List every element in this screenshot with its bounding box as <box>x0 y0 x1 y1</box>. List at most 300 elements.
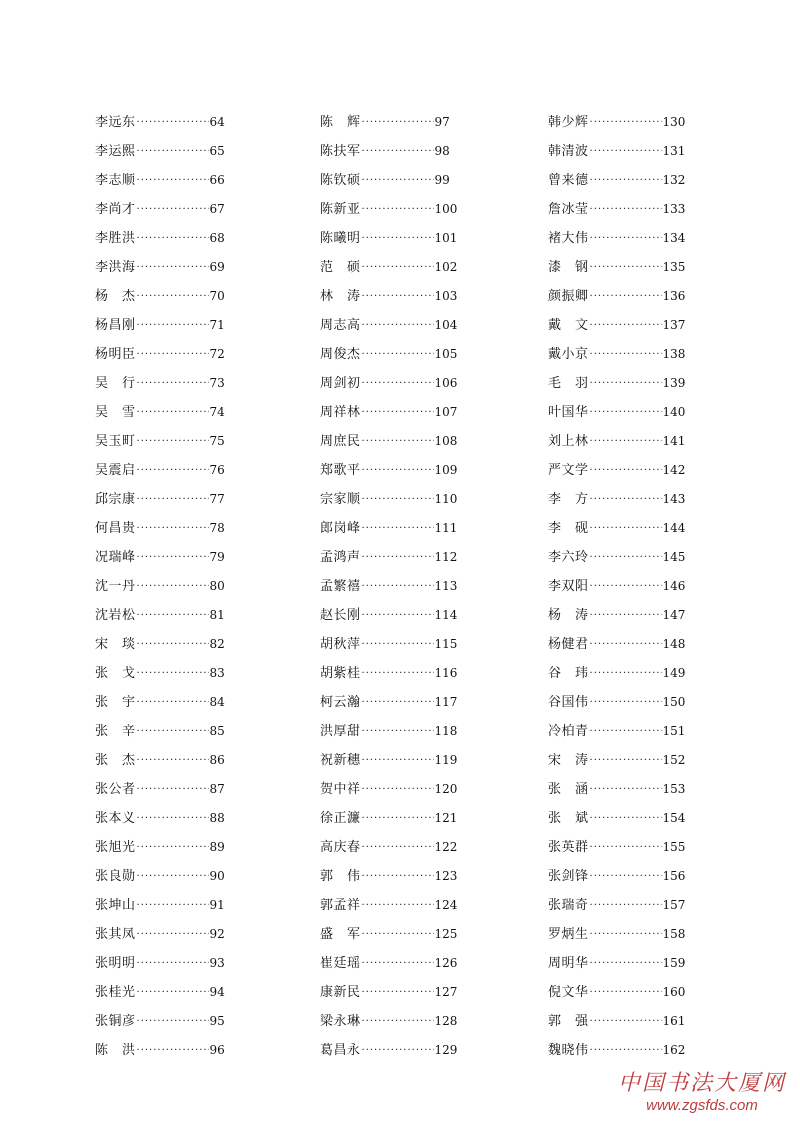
entry-page-number: 77 <box>209 492 225 506</box>
index-entry <box>95 427 255 456</box>
entry-page-number: 75 <box>209 434 225 448</box>
leader-dots <box>590 166 662 195</box>
index-entry <box>548 253 708 282</box>
leader-dots <box>590 949 662 978</box>
entry-name: 梁永琳 <box>320 1014 361 1029</box>
index-entry <box>320 862 480 891</box>
entry-page-number: 132 <box>662 173 686 187</box>
index-entry <box>320 630 480 659</box>
entry-page-number: 106 <box>434 376 458 390</box>
leader-dots <box>590 224 662 253</box>
index-entry <box>320 804 480 833</box>
entry-page-number: 121 <box>434 811 458 825</box>
leader-dots <box>362 949 434 978</box>
leader-dots <box>362 1036 434 1065</box>
entry-page-number: 90 <box>209 869 225 883</box>
entry-page-number: 80 <box>209 579 225 593</box>
entry-name: 戴 文 <box>548 318 589 333</box>
index-entry <box>548 398 708 427</box>
entry-page-number: 103 <box>434 289 458 303</box>
entry-name: 毛 羽 <box>548 376 589 391</box>
index-entry <box>548 717 708 746</box>
index-entry <box>548 195 708 224</box>
entry-name: 吴震启 <box>95 463 136 478</box>
leader-dots <box>362 978 434 1007</box>
leader-dots <box>137 833 209 862</box>
entry-name: 胡紫桂 <box>320 666 361 681</box>
entry-name: 况瑞峰 <box>95 550 136 565</box>
leader-dots <box>137 253 209 282</box>
entry-name: 周志高 <box>320 318 361 333</box>
entry-name: 漆 钢 <box>548 260 589 275</box>
index-entry <box>320 1007 480 1036</box>
entry-page-number: 149 <box>662 666 686 680</box>
entry-name: 杨明臣 <box>95 347 136 362</box>
entry-name: 韩少辉 <box>548 115 589 130</box>
leader-dots <box>137 485 209 514</box>
entry-page-number: 158 <box>662 927 686 941</box>
index-entry <box>548 427 708 456</box>
leader-dots <box>590 891 662 920</box>
leader-dots <box>137 601 209 630</box>
index-entry <box>95 224 255 253</box>
entry-name: 詹冰莹 <box>548 202 589 217</box>
leader-dots <box>137 166 209 195</box>
index-entry <box>548 775 708 804</box>
leader-dots <box>362 920 434 949</box>
entry-page-number: 67 <box>209 202 225 216</box>
entry-name: 张 杰 <box>95 753 136 768</box>
entry-name: 陈 洪 <box>95 1043 136 1058</box>
index-entry <box>95 891 255 920</box>
leader-dots <box>137 137 209 166</box>
index-entry <box>548 311 708 340</box>
index-entry <box>95 862 255 891</box>
index-entry <box>95 398 255 427</box>
index-entry <box>95 108 255 137</box>
index-entry <box>320 137 480 166</box>
leader-dots <box>590 311 662 340</box>
index-entry <box>320 775 480 804</box>
index-entry <box>320 833 480 862</box>
entry-name: 葛昌永 <box>320 1043 361 1058</box>
leader-dots <box>590 601 662 630</box>
index-entry <box>548 108 708 137</box>
entry-page-number: 84 <box>209 695 225 709</box>
leader-dots <box>590 1007 662 1036</box>
entry-name: 周明华 <box>548 956 589 971</box>
leader-dots <box>590 253 662 282</box>
leader-dots <box>362 862 434 891</box>
index-entry <box>95 920 255 949</box>
index-entry <box>320 746 480 775</box>
index-entry <box>95 166 255 195</box>
entry-name: 赵长刚 <box>320 608 361 623</box>
index-entry <box>548 166 708 195</box>
entry-name: 张剑锋 <box>548 869 589 884</box>
entry-name: 宋 涛 <box>548 753 589 768</box>
leader-dots <box>590 137 662 166</box>
leader-dots <box>590 572 662 601</box>
index-entry <box>548 224 708 253</box>
entry-name: 沈一丹 <box>95 579 136 594</box>
index-entry <box>320 456 480 485</box>
index-entry <box>95 514 255 543</box>
leader-dots <box>137 514 209 543</box>
entry-page-number: 92 <box>209 927 225 941</box>
index-entry <box>320 949 480 978</box>
entry-name: 陈曦明 <box>320 231 361 246</box>
entry-name: 洪厚甜 <box>320 724 361 739</box>
entry-name: 范 硕 <box>320 260 361 275</box>
entry-page-number: 115 <box>434 637 458 651</box>
entry-page-number: 156 <box>662 869 686 883</box>
entry-page-number: 137 <box>662 318 686 332</box>
entry-page-number: 83 <box>209 666 225 680</box>
leader-dots <box>362 369 434 398</box>
entry-name: 郭孟祥 <box>320 898 361 913</box>
index-entry <box>548 340 708 369</box>
index-column-1 <box>95 108 255 1065</box>
entry-name: 曾来德 <box>548 173 589 188</box>
leader-dots <box>137 282 209 311</box>
index-entry <box>320 601 480 630</box>
index-entry <box>95 659 255 688</box>
index-entry <box>548 369 708 398</box>
entry-page-number: 87 <box>209 782 225 796</box>
entry-page-number: 130 <box>662 115 686 129</box>
entry-name: 杨 杰 <box>95 289 136 304</box>
entry-name: 孟繁禧 <box>320 579 361 594</box>
entry-name: 陈钦硕 <box>320 173 361 188</box>
leader-dots <box>137 224 209 253</box>
entry-name: 李运熙 <box>95 144 136 159</box>
leader-dots <box>137 746 209 775</box>
entry-name: 何昌贵 <box>95 521 136 536</box>
entry-page-number: 81 <box>209 608 225 622</box>
entry-page-number: 89 <box>209 840 225 854</box>
entry-page-number: 151 <box>662 724 686 738</box>
site-watermark <box>618 1071 786 1115</box>
leader-dots <box>590 369 662 398</box>
entry-page-number: 159 <box>662 956 686 970</box>
leader-dots <box>590 920 662 949</box>
leader-dots <box>362 311 434 340</box>
entry-page-number: 64 <box>209 115 225 129</box>
leader-dots <box>590 456 662 485</box>
leader-dots <box>362 166 434 195</box>
index-entry <box>95 949 255 978</box>
leader-dots <box>590 717 662 746</box>
entry-name: 陈新亚 <box>320 202 361 217</box>
index-entry <box>320 195 480 224</box>
entry-name: 柯云瀚 <box>320 695 361 710</box>
leader-dots <box>137 369 209 398</box>
leader-dots <box>362 108 434 137</box>
entry-name: 张 涵 <box>548 782 589 797</box>
entry-name: 张铜彦 <box>95 1014 136 1029</box>
entry-name: 吴 行 <box>95 376 136 391</box>
entry-page-number: 125 <box>434 927 458 941</box>
entry-page-number: 143 <box>662 492 686 506</box>
entry-name: 罗炳生 <box>548 927 589 942</box>
leader-dots <box>362 659 434 688</box>
index-entry <box>95 601 255 630</box>
entry-page-number: 96 <box>209 1043 225 1057</box>
index-entry <box>548 456 708 485</box>
index-entry <box>95 369 255 398</box>
leader-dots <box>362 775 434 804</box>
watermark-url: www.zgsfds.com <box>646 1097 758 1114</box>
entry-page-number: 133 <box>662 202 686 216</box>
entry-name: 叶国华 <box>548 405 589 420</box>
entry-name: 沈岩松 <box>95 608 136 623</box>
entry-name: 张良勋 <box>95 869 136 884</box>
leader-dots <box>137 688 209 717</box>
entry-name: 张旭光 <box>95 840 136 855</box>
index-entry <box>548 543 708 572</box>
entry-name: 李志顺 <box>95 173 136 188</box>
index-entry <box>320 340 480 369</box>
entry-page-number: 148 <box>662 637 686 651</box>
leader-dots <box>362 253 434 282</box>
index-entry <box>320 891 480 920</box>
entry-page-number: 122 <box>434 840 458 854</box>
index-entry <box>320 253 480 282</box>
entry-page-number: 107 <box>434 405 458 419</box>
index-entry <box>548 137 708 166</box>
entry-page-number: 138 <box>662 347 686 361</box>
leader-dots <box>137 427 209 456</box>
entry-name: 李六玲 <box>548 550 589 565</box>
entry-name: 魏晓伟 <box>548 1043 589 1058</box>
leader-dots <box>590 282 662 311</box>
entry-page-number: 117 <box>434 695 458 709</box>
leader-dots <box>590 398 662 427</box>
entry-name: 褚大伟 <box>548 231 589 246</box>
leader-dots <box>137 630 209 659</box>
entry-page-number: 157 <box>662 898 686 912</box>
entry-page-number: 147 <box>662 608 686 622</box>
index-entry <box>320 224 480 253</box>
entry-page-number: 72 <box>209 347 225 361</box>
index-entry <box>95 543 255 572</box>
index-entry <box>95 746 255 775</box>
entry-name: 陈扶军 <box>320 144 361 159</box>
index-entry <box>548 804 708 833</box>
leader-dots <box>362 514 434 543</box>
entry-name: 李洪海 <box>95 260 136 275</box>
index-entry <box>320 311 480 340</box>
index-entry <box>548 746 708 775</box>
entry-name: 郭 伟 <box>320 869 361 884</box>
entry-page-number: 123 <box>434 869 458 883</box>
index-entry <box>548 1036 708 1065</box>
entry-name: 吴玉町 <box>95 434 136 449</box>
entry-page-number: 86 <box>209 753 225 767</box>
entry-name: 郎岗峰 <box>320 521 361 536</box>
index-entry <box>548 920 708 949</box>
leader-dots <box>362 891 434 920</box>
entry-page-number: 135 <box>662 260 686 274</box>
leader-dots <box>362 601 434 630</box>
leader-dots <box>362 688 434 717</box>
entry-name: 崔廷瑶 <box>320 956 361 971</box>
index-entry <box>320 920 480 949</box>
index-entry <box>320 369 480 398</box>
entry-page-number: 126 <box>434 956 458 970</box>
watermark-title: 中国书法大厦网 <box>617 1071 786 1096</box>
leader-dots <box>137 108 209 137</box>
index-entry <box>320 688 480 717</box>
entry-page-number: 127 <box>434 985 458 999</box>
index-entry <box>320 485 480 514</box>
entry-page-number: 85 <box>209 724 225 738</box>
entry-name: 陈 辉 <box>320 115 361 130</box>
entry-page-number: 71 <box>209 318 225 332</box>
entry-page-number: 136 <box>662 289 686 303</box>
entry-page-number: 88 <box>209 811 225 825</box>
leader-dots <box>137 717 209 746</box>
entry-name: 杨 涛 <box>548 608 589 623</box>
index-entry <box>95 775 255 804</box>
entry-page-number: 108 <box>434 434 458 448</box>
index-entry <box>548 514 708 543</box>
leader-dots <box>137 572 209 601</box>
entry-page-number: 145 <box>662 550 686 564</box>
entry-name: 张本义 <box>95 811 136 826</box>
entry-name: 高庆春 <box>320 840 361 855</box>
index-entry <box>95 282 255 311</box>
index-entry <box>320 1036 480 1065</box>
index-entry <box>95 978 255 1007</box>
entry-name: 宋 琰 <box>95 637 136 652</box>
entry-name: 张桂光 <box>95 985 136 1000</box>
leader-dots <box>590 688 662 717</box>
entry-page-number: 74 <box>209 405 225 419</box>
entry-page-number: 102 <box>434 260 458 274</box>
index-entry <box>95 833 255 862</box>
entry-name: 周庶民 <box>320 434 361 449</box>
entry-page-number: 68 <box>209 231 225 245</box>
index-entry <box>548 282 708 311</box>
entry-name: 胡秋萍 <box>320 637 361 652</box>
entry-name: 李胜洪 <box>95 231 136 246</box>
leader-dots <box>590 659 662 688</box>
index-entry <box>320 572 480 601</box>
entry-name: 严文学 <box>548 463 589 478</box>
leader-dots <box>137 949 209 978</box>
leader-dots <box>362 195 434 224</box>
entry-page-number: 99 <box>434 173 450 187</box>
entry-name: 韩清波 <box>548 144 589 159</box>
entry-page-number: 105 <box>434 347 458 361</box>
entry-name: 张其凤 <box>95 927 136 942</box>
entry-name: 李远东 <box>95 115 136 130</box>
leader-dots <box>362 340 434 369</box>
leader-dots <box>590 427 662 456</box>
entry-page-number: 112 <box>434 550 458 564</box>
entry-page-number: 113 <box>434 579 458 593</box>
index-entry <box>95 1036 255 1065</box>
entry-name: 徐正濂 <box>320 811 361 826</box>
entry-page-number: 66 <box>209 173 225 187</box>
leader-dots <box>590 746 662 775</box>
leader-dots <box>137 398 209 427</box>
leader-dots <box>137 804 209 833</box>
entry-name: 张坤山 <box>95 898 136 913</box>
entry-name: 林 涛 <box>320 289 361 304</box>
entry-page-number: 142 <box>662 463 686 477</box>
index-entry <box>320 427 480 456</box>
leader-dots <box>362 456 434 485</box>
entry-page-number: 110 <box>434 492 458 506</box>
entry-name: 郑歌平 <box>320 463 361 478</box>
entry-name: 盛 军 <box>320 927 361 942</box>
entry-page-number: 93 <box>209 956 225 970</box>
entry-page-number: 95 <box>209 1014 225 1028</box>
index-entry <box>95 311 255 340</box>
leader-dots <box>137 311 209 340</box>
leader-dots <box>137 862 209 891</box>
leader-dots <box>590 630 662 659</box>
index-entry <box>320 514 480 543</box>
index-entry <box>548 978 708 1007</box>
entry-page-number: 153 <box>662 782 686 796</box>
index-entry <box>548 688 708 717</box>
leader-dots <box>362 427 434 456</box>
index-entry <box>548 601 708 630</box>
leader-dots <box>590 978 662 1007</box>
entry-name: 周俊杰 <box>320 347 361 362</box>
entry-page-number: 109 <box>434 463 458 477</box>
entry-name: 康新民 <box>320 985 361 1000</box>
index-column-2 <box>320 108 480 1065</box>
entry-page-number: 141 <box>662 434 686 448</box>
entry-name: 孟鸿声 <box>320 550 361 565</box>
leader-dots <box>590 543 662 572</box>
entry-page-number: 144 <box>662 521 686 535</box>
leader-dots <box>362 137 434 166</box>
leader-dots <box>137 1007 209 1036</box>
leader-dots <box>137 195 209 224</box>
index-entry <box>95 717 255 746</box>
leader-dots <box>137 920 209 949</box>
entry-name: 杨健君 <box>548 637 589 652</box>
entry-page-number: 161 <box>662 1014 686 1028</box>
index-entry <box>320 108 480 137</box>
entry-name: 谷 玮 <box>548 666 589 681</box>
leader-dots <box>590 833 662 862</box>
leader-dots <box>362 485 434 514</box>
index-entry <box>548 862 708 891</box>
entry-name: 谷国伟 <box>548 695 589 710</box>
entry-name: 张 辛 <box>95 724 136 739</box>
index-entry <box>320 978 480 1007</box>
entry-page-number: 154 <box>662 811 686 825</box>
entry-page-number: 128 <box>434 1014 458 1028</box>
leader-dots <box>137 456 209 485</box>
leader-dots <box>137 775 209 804</box>
entry-name: 张瑞奇 <box>548 898 589 913</box>
entry-name: 李双阳 <box>548 579 589 594</box>
entry-page-number: 134 <box>662 231 686 245</box>
entry-name: 宗家顺 <box>320 492 361 507</box>
entry-page-number: 91 <box>209 898 225 912</box>
index-entry <box>548 1007 708 1036</box>
entry-name: 周祥林 <box>320 405 361 420</box>
leader-dots <box>362 630 434 659</box>
